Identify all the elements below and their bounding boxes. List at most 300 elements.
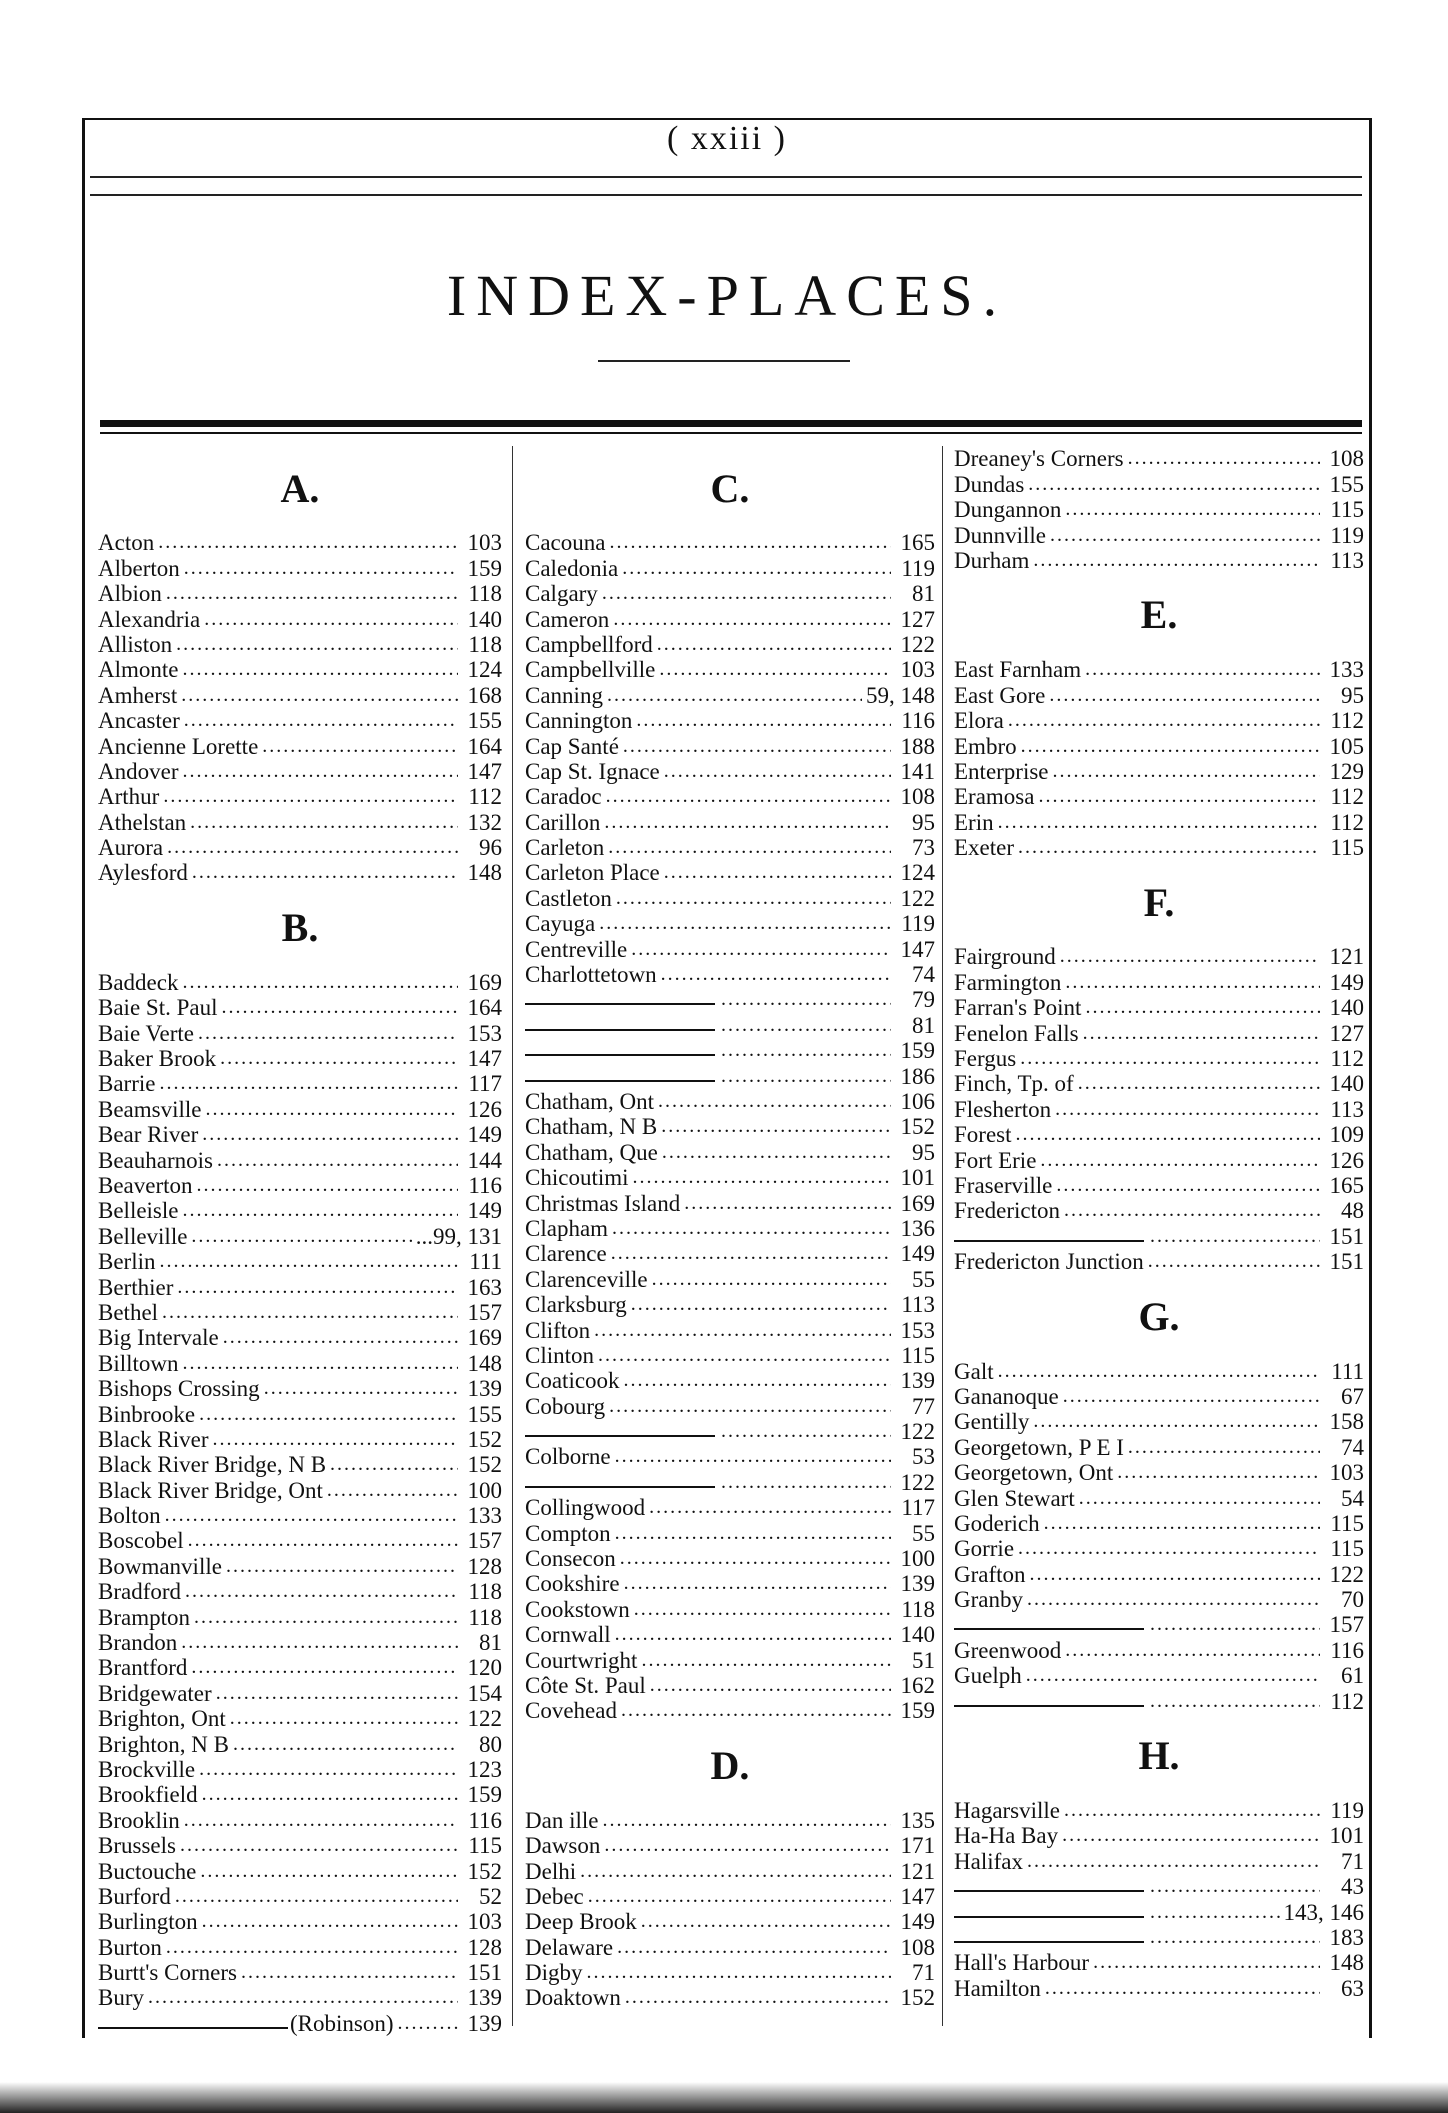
page-ref: 165 bbox=[1329, 1172, 1364, 1198]
leader-dots bbox=[1027, 1587, 1320, 1612]
place-name: Halifax bbox=[954, 1848, 1023, 1874]
place-name: Dungannon bbox=[954, 497, 1062, 523]
index-entry bbox=[525, 987, 935, 1012]
page-ref: 117 bbox=[901, 1495, 935, 1521]
index-entry bbox=[525, 682, 935, 707]
leader-dots bbox=[998, 810, 1320, 835]
page-ref: 152 bbox=[900, 1114, 935, 1140]
page-ref: 115 bbox=[1330, 835, 1364, 861]
page-ref: 81 bbox=[479, 1630, 502, 1656]
leader-dots bbox=[652, 1267, 891, 1292]
index-entry bbox=[525, 962, 935, 987]
page-ref: 128 bbox=[467, 1934, 502, 1960]
index-entry bbox=[98, 555, 502, 580]
leader-dots bbox=[205, 1097, 458, 1122]
index-entry bbox=[954, 1020, 1364, 1045]
place-name: Exeter bbox=[954, 835, 1015, 861]
leader-dots bbox=[182, 970, 458, 995]
index-entry bbox=[98, 1884, 502, 1909]
page-ref: 119 bbox=[901, 555, 935, 581]
leader-dots bbox=[659, 657, 891, 682]
leader-dots bbox=[148, 1985, 458, 2010]
place-name: Burford bbox=[98, 1883, 171, 1909]
index-entry bbox=[954, 1249, 1364, 1274]
index-entry bbox=[98, 860, 502, 885]
page-ref: 118 bbox=[468, 631, 502, 657]
place-name: Debec bbox=[525, 1883, 584, 1909]
leader-dots bbox=[180, 1833, 458, 1858]
leader-dots bbox=[1060, 944, 1320, 969]
index-entry bbox=[525, 809, 935, 834]
place-name: Hamilton bbox=[954, 1975, 1041, 2001]
place-name: Erin bbox=[954, 809, 994, 835]
page-ref: 70 bbox=[1341, 1587, 1364, 1613]
section-heading: E. bbox=[1140, 592, 1178, 638]
index-entry bbox=[98, 606, 502, 631]
index-entry bbox=[525, 1520, 935, 1545]
leader-dots bbox=[184, 708, 458, 733]
leader-dots bbox=[200, 1859, 458, 1884]
index-entry bbox=[954, 1122, 1364, 1147]
place-name: Gananoque bbox=[954, 1383, 1059, 1409]
place-name: Delhi bbox=[525, 1858, 577, 1884]
leader-dots bbox=[623, 734, 891, 759]
leader-dots bbox=[202, 1122, 458, 1147]
page-ref: 153 bbox=[467, 1020, 502, 1046]
page-ref: 112 bbox=[1330, 1046, 1364, 1072]
leader-dots bbox=[1064, 1798, 1320, 1823]
page-ref: 139 bbox=[467, 1376, 502, 1402]
place-name: Belleisle bbox=[98, 1198, 179, 1224]
ditto-dash bbox=[525, 1080, 715, 1082]
place-name: Carleton Place bbox=[525, 860, 660, 886]
leader-dots bbox=[1079, 1486, 1320, 1511]
leader-dots bbox=[998, 1359, 1320, 1384]
place-name: Fenelon Falls bbox=[954, 1020, 1079, 1046]
place-name: Hall's Harbour bbox=[954, 1950, 1090, 1976]
page-ref: 169 bbox=[467, 969, 502, 995]
page-ref: 149 bbox=[467, 1198, 502, 1224]
ditto-dash bbox=[954, 1240, 1144, 1242]
place-name: Almonte bbox=[98, 657, 179, 683]
column-divider bbox=[942, 446, 943, 2026]
index-entry bbox=[525, 632, 935, 657]
page-ref: 122 bbox=[900, 631, 935, 657]
page-ref: 152 bbox=[467, 1426, 502, 1452]
index-entry bbox=[98, 1858, 502, 1883]
leader-dots bbox=[615, 1521, 891, 1546]
place-name: East Gore bbox=[954, 682, 1046, 708]
index-entry bbox=[98, 1909, 502, 1934]
index-entry bbox=[98, 682, 502, 707]
page-ref: 121 bbox=[1329, 944, 1364, 970]
index-entry bbox=[525, 1393, 935, 1418]
section-heading: G. bbox=[1138, 1293, 1180, 1339]
page-ref: 152 bbox=[467, 1858, 502, 1884]
place-name: Delaware bbox=[525, 1934, 614, 1960]
index-entry bbox=[98, 1604, 502, 1629]
place-name: Calgary bbox=[525, 581, 598, 607]
index-entry bbox=[98, 733, 502, 758]
place-name: Ancienne Lorette bbox=[98, 733, 259, 759]
leader-dots bbox=[721, 1064, 891, 1089]
leader-dots bbox=[181, 683, 458, 708]
place-name: Beauharnois bbox=[98, 1147, 213, 1173]
index-entry bbox=[98, 1350, 502, 1375]
leader-dots bbox=[1085, 995, 1320, 1020]
index-entry bbox=[525, 1012, 935, 1037]
ditto-dash bbox=[98, 2027, 288, 2029]
page-ref: 100 bbox=[467, 1477, 502, 1503]
index-entry bbox=[525, 1419, 935, 1444]
page-ref: 169 bbox=[467, 1325, 502, 1351]
page-ref: 157 bbox=[467, 1299, 502, 1325]
leader-dots bbox=[190, 810, 458, 835]
page-ref: 74 bbox=[1341, 1434, 1364, 1460]
place-name: Digby bbox=[525, 1960, 583, 1986]
place-name: Big Intervale bbox=[98, 1325, 219, 1351]
page-ref: 63 bbox=[1341, 1975, 1364, 2001]
leader-dots bbox=[1093, 1950, 1320, 1975]
page-ref: 73 bbox=[912, 835, 935, 861]
header-rule bbox=[90, 176, 1362, 178]
leader-dots bbox=[1085, 657, 1320, 682]
page-ref: 149 bbox=[467, 1122, 502, 1148]
page-ref: 48 bbox=[1341, 1198, 1364, 1224]
leader-dots bbox=[633, 1165, 892, 1190]
index-entry bbox=[525, 1698, 935, 1723]
page-ref: 162 bbox=[900, 1672, 935, 1698]
index-entry bbox=[954, 1409, 1364, 1434]
index-entry bbox=[98, 759, 502, 784]
page-ref: 157 bbox=[467, 1528, 502, 1554]
index-entry bbox=[954, 1198, 1364, 1223]
leader-dots bbox=[398, 2011, 459, 2036]
leader-dots bbox=[1063, 1384, 1320, 1409]
page-ref: 127 bbox=[900, 606, 935, 632]
index-entry bbox=[525, 1934, 935, 1959]
index-entry bbox=[525, 1317, 935, 1342]
leader-dots bbox=[604, 1833, 891, 1858]
index-entry bbox=[525, 1858, 935, 1883]
place-name: Dan ille bbox=[525, 1807, 599, 1833]
page-ref: 140 bbox=[1329, 1071, 1364, 1097]
index-column-1 bbox=[98, 446, 502, 2036]
index-entry bbox=[954, 708, 1364, 733]
page-ref: 115 bbox=[1330, 1510, 1364, 1536]
index-entry bbox=[954, 1899, 1364, 1924]
place-name: Carleton bbox=[525, 835, 605, 861]
index-entry bbox=[98, 1528, 502, 1553]
page-ref: 122 bbox=[1329, 1561, 1364, 1587]
place-name: Cameron bbox=[525, 606, 610, 632]
index-entry bbox=[954, 1046, 1364, 1071]
leader-dots bbox=[625, 1985, 891, 2010]
leader-dots bbox=[181, 1630, 458, 1655]
place-name: Boscobel bbox=[98, 1528, 184, 1554]
leader-dots bbox=[621, 1698, 891, 1723]
index-entry bbox=[98, 1249, 502, 1274]
index-entry bbox=[525, 1241, 935, 1266]
leader-dots bbox=[609, 1394, 891, 1419]
index-entry bbox=[525, 911, 935, 936]
page-ref: 153 bbox=[900, 1317, 935, 1343]
place-name: Chatham, N B bbox=[525, 1114, 658, 1140]
index-entry bbox=[525, 759, 935, 784]
place-name: Cobourg bbox=[525, 1393, 606, 1419]
page-ref: 119 bbox=[901, 911, 935, 937]
index-entry bbox=[525, 1038, 935, 1063]
page-ref: 95 bbox=[1341, 682, 1364, 708]
leader-dots bbox=[183, 657, 459, 682]
index-entry bbox=[98, 1579, 502, 1604]
leader-dots bbox=[204, 607, 458, 632]
place-name: Binbrooke bbox=[98, 1401, 196, 1427]
leader-dots bbox=[1053, 759, 1320, 784]
title-underline bbox=[598, 360, 850, 362]
index-entry bbox=[954, 471, 1364, 496]
page-ref: 147 bbox=[900, 936, 935, 962]
leader-dots bbox=[197, 1173, 458, 1198]
place-name: Hagarsville bbox=[954, 1798, 1061, 1824]
place-name: Dreaney's Corners bbox=[954, 446, 1124, 472]
place-name: Côte St. Paul bbox=[525, 1672, 646, 1698]
index-entry bbox=[98, 1401, 502, 1426]
index-entry bbox=[98, 1553, 502, 1578]
leader-dots bbox=[1018, 835, 1320, 860]
leader-dots bbox=[233, 1732, 458, 1757]
index-entry bbox=[954, 969, 1364, 994]
index-entry bbox=[98, 835, 502, 860]
leader-dots bbox=[1021, 734, 1320, 759]
index-entry bbox=[98, 657, 502, 682]
index-entry bbox=[954, 1358, 1364, 1383]
page-ref: 79 bbox=[912, 987, 935, 1013]
leader-dots bbox=[159, 1071, 458, 1096]
page-ref: 116 bbox=[468, 1807, 502, 1833]
place-name: Caledonia bbox=[525, 555, 619, 581]
leader-dots bbox=[192, 860, 458, 885]
index-entry bbox=[98, 1655, 502, 1680]
index-entry bbox=[525, 1063, 935, 1088]
leader-dots bbox=[166, 581, 458, 606]
index-entry bbox=[525, 1216, 935, 1241]
place-name: Amherst bbox=[98, 682, 178, 708]
leader-dots bbox=[216, 1681, 458, 1706]
index-entry bbox=[98, 1046, 502, 1071]
page-ref: 140 bbox=[900, 1622, 935, 1648]
page-ref: 100 bbox=[900, 1546, 935, 1572]
place-name: Baker Brook bbox=[98, 1046, 217, 1072]
page-ref: 163 bbox=[467, 1274, 502, 1300]
page-ref: 71 bbox=[912, 1960, 935, 1986]
place-name: Greenwood bbox=[954, 1637, 1062, 1663]
index-entry bbox=[98, 1274, 502, 1299]
index-entry bbox=[954, 1925, 1364, 1950]
place-name: Bowmanville bbox=[98, 1553, 222, 1579]
page-ref: 103 bbox=[1329, 1460, 1364, 1486]
leader-dots bbox=[1150, 1689, 1320, 1714]
page-ref: 127 bbox=[1329, 1020, 1364, 1046]
page-ref: 113 bbox=[1330, 1096, 1364, 1122]
place-name: Beamsville bbox=[98, 1096, 202, 1122]
place-name: Brighton, N B bbox=[98, 1731, 229, 1757]
place-name: Colborne bbox=[525, 1444, 611, 1470]
place-name: Aylesford bbox=[98, 860, 188, 886]
page-ref: 103 bbox=[900, 657, 935, 683]
page-ref: 164 bbox=[467, 995, 502, 1021]
index-entry bbox=[525, 1469, 935, 1494]
page-edge-shadow bbox=[0, 2082, 1448, 2113]
page-ref: 126 bbox=[467, 1096, 502, 1122]
index-entry bbox=[525, 1571, 935, 1596]
leader-dots bbox=[662, 1140, 891, 1165]
place-name: Collingwood bbox=[525, 1495, 646, 1521]
column-divider bbox=[512, 446, 513, 2026]
place-name: Galt bbox=[954, 1358, 994, 1384]
place-name: Georgetown, P E I bbox=[954, 1434, 1124, 1460]
index-entry bbox=[98, 1807, 502, 1832]
place-name: Berlin bbox=[98, 1249, 156, 1275]
index-entry bbox=[525, 1596, 935, 1621]
leader-dots bbox=[1027, 1849, 1320, 1874]
page-ref: 112 bbox=[468, 784, 502, 810]
page-ref: 55 bbox=[912, 1520, 935, 1546]
leader-dots bbox=[684, 1191, 891, 1216]
page-ref: 155 bbox=[467, 708, 502, 734]
page-ref: 122 bbox=[467, 1706, 502, 1732]
page-ref: 108 bbox=[900, 784, 935, 810]
place-name: Campbellville bbox=[525, 657, 656, 683]
leader-dots bbox=[608, 835, 891, 860]
leader-dots bbox=[1056, 1173, 1320, 1198]
place-name: Billtown bbox=[98, 1350, 179, 1376]
leader-dots bbox=[177, 1275, 458, 1300]
page-ref: 120 bbox=[467, 1655, 502, 1681]
leader-dots bbox=[580, 1859, 891, 1884]
page-ref: 118 bbox=[468, 1579, 502, 1605]
place-name: Cap St. Ignace bbox=[525, 758, 660, 784]
page-ref: 159 bbox=[467, 1782, 502, 1808]
leader-dots bbox=[721, 1470, 891, 1495]
place-name: Granby bbox=[954, 1587, 1023, 1613]
page-ref: 151 bbox=[1329, 1249, 1364, 1275]
leader-dots bbox=[641, 1648, 891, 1673]
page-ref: 188 bbox=[900, 733, 935, 759]
page-ref: 148 bbox=[467, 1350, 502, 1376]
header-rule-2 bbox=[90, 194, 1362, 196]
place-name: Coaticook bbox=[525, 1368, 620, 1394]
index-entry bbox=[954, 497, 1364, 522]
page-title: INDEX-PLACES. bbox=[446, 263, 1008, 328]
page-ref: 61 bbox=[1341, 1663, 1364, 1689]
leader-dots bbox=[664, 860, 891, 885]
place-name: Ha-Ha Bay bbox=[954, 1823, 1059, 1849]
index-entry bbox=[954, 1173, 1364, 1198]
index-entry bbox=[954, 1147, 1364, 1172]
place-name: Bear River bbox=[98, 1122, 199, 1148]
page-ref: 140 bbox=[467, 606, 502, 632]
leader-dots bbox=[262, 734, 458, 759]
leader-dots bbox=[221, 995, 458, 1020]
page-ref: 169 bbox=[900, 1190, 935, 1216]
page-ref: 148 bbox=[1329, 1950, 1364, 1976]
leader-dots bbox=[158, 530, 458, 555]
index-entry bbox=[954, 1798, 1364, 1823]
place-name: Burlington bbox=[98, 1909, 198, 1935]
index-entry bbox=[954, 1384, 1364, 1409]
page-ref: 129 bbox=[1329, 758, 1364, 784]
index-entry bbox=[98, 1376, 502, 1401]
index-entry bbox=[98, 1706, 502, 1731]
index-entry bbox=[98, 1147, 502, 1172]
leader-dots bbox=[1065, 1638, 1320, 1663]
place-name: Caradoc bbox=[525, 784, 602, 810]
leader-dots bbox=[1064, 1198, 1320, 1223]
page-ref: 133 bbox=[1329, 657, 1364, 683]
page-ref: 112 bbox=[1330, 809, 1364, 835]
leader-dots bbox=[1150, 1874, 1320, 1899]
leader-dots bbox=[185, 1579, 458, 1604]
place-name: Georgetown, Ont bbox=[954, 1460, 1114, 1486]
ditto-dash bbox=[525, 1486, 715, 1488]
place-name: Chatham, Que bbox=[525, 1139, 658, 1165]
place-name: Bethel bbox=[98, 1299, 159, 1325]
place-name: Ancaster bbox=[98, 708, 180, 734]
page-ref: 147 bbox=[900, 1883, 935, 1909]
leader-dots bbox=[664, 759, 891, 784]
leader-dots bbox=[194, 1605, 458, 1630]
index-entry bbox=[954, 1637, 1364, 1662]
index-entry bbox=[954, 1511, 1364, 1536]
leader-dots bbox=[184, 1808, 458, 1833]
page-ref: 122 bbox=[900, 1419, 935, 1445]
index-entry bbox=[954, 809, 1364, 834]
leader-dots bbox=[587, 1960, 892, 1985]
place-name: Fredericton Junction bbox=[954, 1249, 1144, 1275]
page-ref: 111 bbox=[1331, 1358, 1364, 1384]
leader-dots bbox=[202, 1782, 458, 1807]
place-name: Baie Verte bbox=[98, 1020, 195, 1046]
place-name: Brandon bbox=[98, 1630, 178, 1656]
index-entry bbox=[525, 1114, 935, 1139]
place-name: Fredericton bbox=[954, 1198, 1061, 1224]
page-ref: 71 bbox=[1341, 1848, 1364, 1874]
index-entry bbox=[98, 1096, 502, 1121]
leader-dots bbox=[598, 1343, 891, 1368]
section-heading: H. bbox=[1138, 1733, 1180, 1779]
leader-dots bbox=[162, 1300, 458, 1325]
page-ref: 149 bbox=[900, 1909, 935, 1935]
leader-dots bbox=[1065, 497, 1320, 522]
page-ref: 115 bbox=[901, 1342, 935, 1368]
place-name: Finch, Tp. of bbox=[954, 1071, 1074, 1097]
page-ref: 112 bbox=[1330, 708, 1364, 734]
page-ref: 135 bbox=[900, 1807, 935, 1833]
leader-dots bbox=[636, 708, 891, 733]
index-entry bbox=[98, 1173, 502, 1198]
page-ref: 155 bbox=[1329, 471, 1364, 497]
leader-dots bbox=[721, 1419, 891, 1444]
place-name: Cap Santé bbox=[525, 733, 619, 759]
index-entry bbox=[954, 1434, 1364, 1459]
place-name: Clarenceville bbox=[525, 1266, 648, 1292]
index-entry bbox=[525, 1343, 935, 1368]
page-ref: 59, 148 bbox=[866, 682, 935, 708]
place-name: Elora bbox=[954, 708, 1004, 734]
place-name: Brooklin bbox=[98, 1807, 180, 1833]
leader-dots bbox=[264, 1376, 458, 1401]
